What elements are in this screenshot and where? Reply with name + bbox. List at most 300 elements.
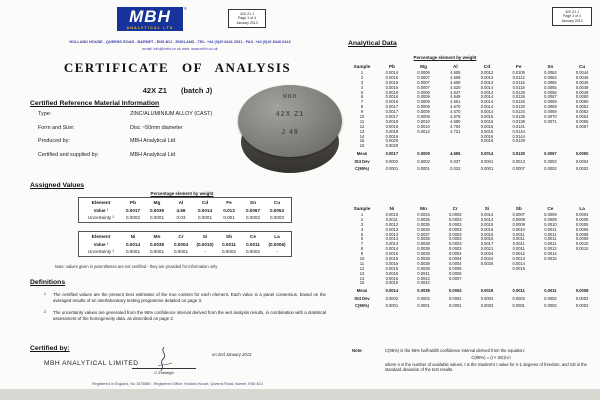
table-cell: 0.0009 [417,105,430,110]
table-cell: 4.620 [450,85,461,90]
table-cell [408,144,440,149]
table-cell: 0.0015 [385,257,399,262]
table-cell: 0.0004 [449,252,462,257]
table-cell: 0.0044 [575,71,589,75]
table-cell: 0.0017 [385,152,399,157]
definition-number: 2 [43,310,46,315]
table-cell: 13 [359,271,365,276]
table-cell: 0.0008 [512,217,525,222]
table-cell: 9 [360,252,364,257]
registration-footer: Registered in England, No 1575889 - Registered Office: Holland House, Queens Road, Barnet, EN5 4DJ [92,382,263,386]
table-cell: 5 [360,90,364,95]
table-cell: 0.0002 [221,248,237,254]
table-cell: Ni [389,206,395,211]
table-row [348,297,598,302]
table-cell: 0.0038 [417,289,430,294]
table-cell: 0.0014 [544,252,557,257]
table-cell: La [579,206,585,211]
table-cell: 4.704 [450,124,461,129]
table-cell: 0.0038 [417,257,430,262]
table-row [348,281,598,286]
crm-value: ZINC/ALUMINIUM ALLOY (CAST) [130,111,213,117]
table-cell: 4 [360,227,364,232]
table-cell: 0.0014 [480,213,494,217]
table-cell: Cr [452,206,458,211]
table-cell: 7 [360,242,364,247]
page-tag-date: January 2013 [236,20,258,25]
table-cell: 10 [359,257,365,262]
table-cell: 12 [359,266,365,271]
table-cell: 0.0050 [575,152,589,157]
table-cell: 0.0038 [417,247,430,252]
scan-edge-band [0,389,600,400]
table-cell: 0.0018 [385,129,399,134]
definition-text: The uncertainty values are generated from the 95% confidence interval derived from the wet analysis results, in combination with a statistical assessment of the homogeneity data, as described on page 2. [53,310,326,321]
table-cell: 0.0005 [575,217,589,222]
table-cell: 0.0049 [575,90,589,95]
table-cell: 0.0017 [125,207,141,213]
crm-label: Produced by: [38,138,70,144]
crm-value: Disc ~50mm diameter [130,124,183,131]
disc-stamp-ref: 42X Z1 [275,111,305,118]
table-cell: 0.0118 [512,85,525,90]
table-cell: 0.0011 [512,232,525,237]
table-cell: 0.0016 [385,100,399,105]
table-cell: 0.0014 [480,85,494,90]
table-cell: 0.0017 [385,105,399,110]
table-cell: 2 [360,217,364,222]
table-cell: 0.0002 [544,167,557,172]
table-cell: Sn [249,200,257,206]
table-cell [503,144,535,149]
table-cell: 0.0053 [269,207,285,213]
page-tag-page: Page 1 of 4 [238,16,256,21]
table-cell: Sample [353,64,371,69]
table-row [348,152,598,157]
table-cell: Mn [420,206,427,211]
table-cell: Cd [483,64,491,69]
mbh-logo-text: MBH [117,7,183,26]
table-row [348,205,598,213]
table-cell: Element [91,234,111,240]
page-tag-ref: 42X Z1 J [239,11,254,16]
table-cell [471,281,503,286]
table-cell: 8 [360,247,364,252]
table-cell: Mean [356,289,368,294]
table-cell: 0.0020 [385,139,399,144]
table-cell: 0.0011 [544,232,557,237]
table-cell: Si [202,234,208,240]
table-cell: 0.0003 [449,247,462,252]
table-cell: 4.670 [450,105,461,110]
disc-top [238,85,342,157]
table-cell: 0.0010 [575,247,589,252]
crm-label: Type: [38,111,52,117]
table-cell: (0.0006) [268,241,286,247]
table-cell: La [274,234,280,240]
table-cell: 0.0007 [512,213,525,217]
table-cell: 0.0013 [385,237,399,242]
table-cell: 0.0014 [480,90,494,95]
table-cell: 0.0001 [417,167,430,172]
table-cell: 0.0010 [385,213,399,217]
table-cell: 4.647 [450,90,461,95]
table-cell: 0.0015 [480,129,494,134]
c95-note-label: Note: [352,348,363,353]
table-cell: 4.649 [450,95,461,100]
table-cell: 0.0048 [575,85,589,90]
table-cell: 0.0002 [544,296,557,301]
table-cell: 0.0011 [544,237,557,242]
table-cell: 11 [359,119,365,124]
table-cell: 0.0069 [544,105,557,110]
table-cell: Value ¹ [93,207,109,213]
table-cell: 0.0035 [417,217,430,222]
table-cell: 0.0069 [544,100,557,105]
table-cell: 0.0130 [512,152,525,157]
table-cell: 0.0012 [417,129,430,134]
table-cell: 3 [360,222,364,227]
assigned-table-1-uncertainty [81,214,289,221]
table-cell: 0.0004 [575,213,589,217]
page-tag-ref: 42X Z1 J [564,9,579,14]
table-cell: 0.0019 [385,134,399,139]
table-cell: 0.0018 [385,124,399,129]
table-cell: 0.0066 [544,90,557,95]
table-cell: 0.0010 [417,119,430,124]
table-cell [566,144,598,149]
reference-code: 42X Z1 [142,86,167,95]
table-cell: 0.0038 [417,266,430,271]
table-cell: 0.0042 [417,276,430,281]
table-cell: 3 [360,80,364,85]
table-cell: 6 [360,237,364,242]
table-cell: 0.0001 [417,304,430,309]
table-cell: 0.0003 [449,222,462,227]
analytical-table-1-c95 [348,167,598,172]
table-cell: Ce [547,206,554,211]
table-cell: 0.0016 [385,281,399,286]
table-cell: 0.001 [223,214,235,220]
table-cell: 0.0011 [512,247,525,252]
table-cell: 0.0001 [385,167,399,172]
table-cell: 0.0024 [480,252,494,257]
table-cell: Cu [273,200,281,206]
table-cell: 0.0067 [245,207,261,213]
table-cell: 0.0020 [385,144,399,149]
assigned-table-2-values [81,241,289,248]
c95-note-line1: C(95%) is the 95% half-width confidence interval derived from the equation: [385,348,525,353]
table-cell: 0.0013 [512,159,525,164]
table-cell: 0.0010 [512,227,525,232]
table-cell: 0.0126 [512,100,525,105]
c95-note-line2: where n is the number of available values, t is the Student's t value for n-1 degrees of freedom, and SD is the standard deviation of the test results. [385,362,587,373]
assigned-table-1 [78,197,292,223]
table-cell: 0.0038 [417,242,430,247]
table-cell: 0.0038 [149,241,165,247]
table-cell: 0.0016 [385,276,399,281]
table-cell: 4.608 [450,75,461,80]
table-cell: 0.0008 [575,289,589,294]
assigned-table-2-header [81,234,289,241]
table-cell: 0.0041 [417,271,430,276]
table-cell: 0.0002 [245,214,261,220]
table-row [348,304,598,309]
table-cell: 4.66 [176,207,186,213]
table-cell: 0.0018 [385,119,399,124]
table-cell: 0.0004 [480,296,494,301]
table-cell: 0.0126 [512,95,525,100]
table-cell: Mn [153,234,161,240]
table-row [348,289,598,294]
mbh-logo [117,7,183,31]
table-cell: 0.0003 [449,242,462,247]
sample-disc-photo [238,85,342,179]
table-cell: 0.0002 [385,159,399,164]
table-cell: 0.0011 [512,237,525,242]
table-cell: 0.0005 [575,222,589,227]
signature-line [132,368,196,369]
definitions-list [38,292,326,328]
table-cell: 0.0144 [512,129,525,134]
table-cell: C(95%) [355,304,369,309]
table-cell: 4.605 [450,71,461,75]
table-cell: Si [484,206,490,211]
table-row [81,200,289,207]
crm-info-list [38,111,258,158]
table-cell: 0.0012 [385,222,399,227]
table-cell: 0.0014 [125,241,141,247]
table-cell: 0.0011 [385,217,398,222]
table-cell: 0.0050 [575,95,589,100]
table-cell: Ni [130,234,136,240]
table-cell: 0.0050 [575,100,589,105]
table-cell: 0.0002 [575,304,589,309]
table-cell: 0.0007 [512,167,525,172]
table-cell: 0.0018 [480,289,494,294]
table-cell: 0.0038 [417,237,430,242]
table-cell: 0.0009 [544,217,557,222]
table-cell: 0.0004 [449,261,462,266]
table-cell: Sb [515,206,522,211]
disc-stamp-batch: J 49 [281,129,299,136]
table-cell: 0.0013 [385,232,399,237]
definition-item [38,310,326,321]
table-cell: Std Dev [354,296,370,301]
analytical-table-1-stddev [348,160,598,165]
table-cell: 0.0069 [544,110,557,115]
table-cell: 0.0011 [222,241,236,247]
table-cell [535,281,567,286]
definition-item [38,292,326,303]
table-cell: 0.0015 [385,75,399,80]
parentheses-note: Note: values given in parentheses are not certified - they are provided for information only [55,264,218,269]
table-row [81,248,289,255]
table-cell: 0.0017 [385,110,399,115]
analytical-table-1-header [348,63,598,71]
table-cell: 0.0015 [480,115,494,120]
assigned-table-1-values [81,207,289,214]
table-cell: 0.0014 [385,247,399,252]
table-cell: 0.0039 [149,207,165,213]
analytical-data-heading: Analytical Data [348,40,397,47]
table-cell: 4.670 [450,110,461,115]
crm-value: MBH Analytical Ltd [130,138,176,144]
table-cell: 0.0116 [512,80,525,85]
table-cell: - [276,248,278,254]
table-row [348,63,598,71]
table-cell: 13 [359,129,365,134]
table-row [81,241,289,248]
table-cell: 2 [360,75,364,80]
table-cell: 0.0003 [449,217,462,222]
table-cell: 0.0007 [417,80,430,85]
table-cell: 0.0015 [512,266,525,271]
table-cell: 4.655 [450,152,461,157]
table-cell: 0.0149 [512,139,525,144]
table-cell: 0.0002 [512,296,525,301]
table-cell: 0.0001 [173,248,189,254]
table-cell: 0.0038 [417,261,430,266]
crm-label: Form and Size: [38,124,75,131]
table-cell: 0.0001 [480,167,494,172]
table-row [81,214,289,221]
table-cell: 0.0057 [575,124,589,129]
table-cell: 0.0005 [449,266,462,271]
table-cell: 0.0016 [480,237,494,242]
page-tag-left [228,9,266,28]
table-cell: 0.0011 [544,289,557,294]
table-cell: 0.0001 [512,304,525,309]
table-cell: 0.0001 [149,248,165,254]
table-cell: 0.0013 [480,80,494,85]
analytical-table-2 [348,205,598,309]
table-cell: 15 [359,281,365,286]
certification-date: on 2nd January 2013 [212,352,252,357]
table-cell: 0.0025 [480,261,494,266]
table-cell: Uncertainty ² [87,248,115,254]
table-cell: 0.0016 [385,271,399,276]
table-cell: 8 [360,105,364,110]
table-cell: Cd [201,200,209,206]
table-cell: 0.0001 [197,214,213,220]
table-cell: 0.0112 [512,75,525,80]
table-cell: Sample [353,206,371,211]
table-cell: 0.0001 [149,214,165,220]
crm-value: MBH Analytical Ltd [130,151,176,158]
table-cell: 0.0016 [385,90,399,95]
table-cell: 0.0055 [575,119,589,124]
page-tag-right [552,7,592,26]
table-cell: 0.0014 [197,207,213,213]
table-cell: 4.661 [450,100,461,105]
table-cell: 0.0002 [417,296,430,301]
table-row [348,144,598,149]
certified-by-heading: Certified by: [30,345,70,352]
table-cell: 0.0141 [512,124,525,129]
table-cell [535,144,567,149]
table-cell: 0.03 [176,214,186,220]
table-cell [439,144,471,149]
table-cell: 0.0006 [417,71,430,75]
table-cell: 0.0011 [544,227,557,232]
table-cell: 0.0003 [544,159,557,164]
table-cell: Mg [420,64,427,69]
table-cell: 0.0003 [449,227,462,232]
table-cell: 0.0003 [449,232,462,237]
table-cell: 0.0001 [449,296,462,301]
table-cell: 4.609 [450,80,461,85]
table-row [348,160,598,165]
table-cell: 4.676 [450,115,461,120]
certifying-company: MBH ANALYTICAL LIMITED [44,360,139,367]
assigned-table-2-uncertainty [81,248,289,255]
analytical-table-2-rows [348,213,598,286]
table-cell: 0.0014 [512,261,525,266]
table-cell: 0.013 [223,207,235,213]
table-cell: 0.0011 [246,241,260,247]
table-cell: 0.0013 [512,257,525,262]
table-cell: Sn [547,64,554,69]
table-cell: 0.0144 [512,134,525,139]
table-cell: 0.0001 [385,304,399,309]
table-cell: Ce [249,234,257,240]
table-cell: 0.0105 [512,71,525,75]
table-cell: 0.0005 [575,227,589,232]
table-cell: 0.0067 [544,152,557,157]
analytical-table-2-c95 [348,304,598,309]
table-cell: 0.0011 [544,242,557,247]
table-cell: 0.0065 [544,80,557,85]
table-cell: 12 [359,124,365,129]
table-cell: 4.721 [450,129,461,134]
table-cell: Uncertainty ² [87,214,115,220]
company-contact: email: info@mbh.co.uk web: www.mbh.co.uk [142,47,218,51]
crm-label: Certified and supplied by: [38,151,99,158]
table-cell: 1 [360,71,364,75]
table-cell: 0.0001 [449,304,462,309]
table-cell: 0.0006 [449,271,462,276]
table-cell: 16 [359,144,365,149]
analytical-table-1 [348,63,598,172]
table-cell: 0.0015 [480,124,494,129]
table-cell: 14 [359,134,365,139]
table-cell [471,144,503,149]
assigned-table-1-header [81,200,289,207]
table-cell: Fe [226,200,232,206]
table-cell: 0.0002 [385,296,399,301]
table-cell: Value ¹ [93,241,109,247]
table-cell: 0.0013 [385,242,399,247]
table-cell: 0.0014 [385,71,399,75]
signatory-name: C Eveleigh [154,370,174,375]
table-cell: 0.0009 [417,115,430,120]
table-cell: 0.0002 [417,159,430,164]
table-cell: 11 [359,261,365,266]
table-cell: 0.0010 [575,242,589,247]
table-cell: 0.0016 [480,134,494,139]
assigned-units-label: Percentage element by weight [150,191,214,196]
table-cell: 0.0037 [417,232,430,237]
table-cell: 0.0134 [512,110,525,115]
table-cell: 0.0014 [480,95,494,100]
table-cell: 0.0013 [385,227,399,232]
table-cell: 0.0063 [544,75,557,80]
table-cell: Al [178,200,184,206]
table-cell: 0.0003 [269,214,285,220]
table-cell: Sb [225,234,233,240]
table-cell [503,281,535,286]
